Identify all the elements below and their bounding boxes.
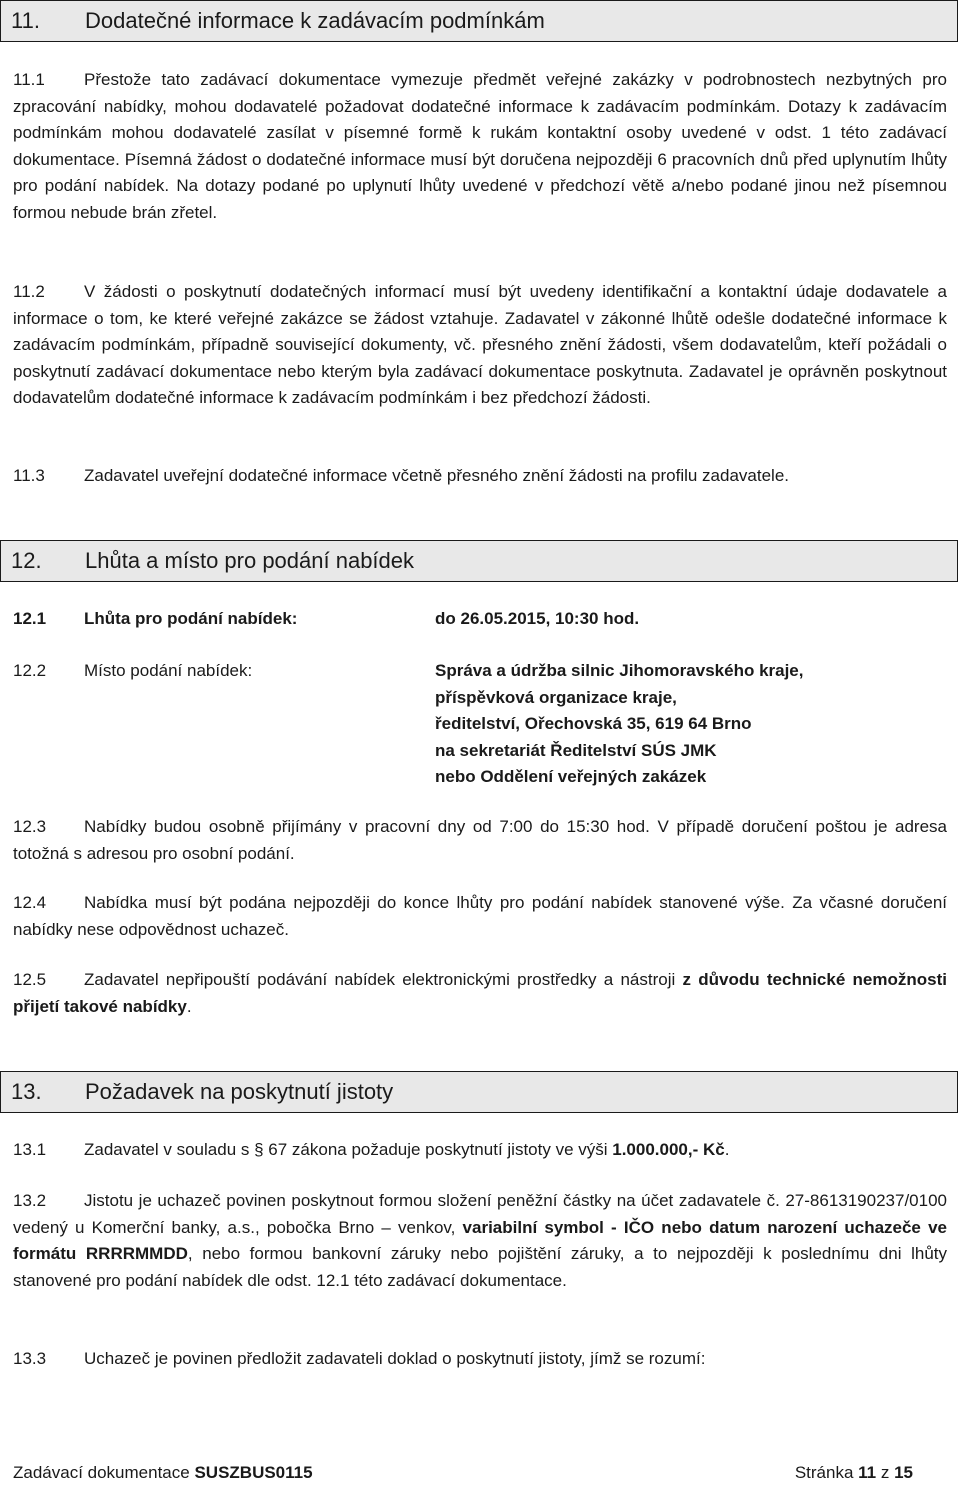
paragraph-number: 13.2 bbox=[13, 1191, 47, 1210]
paragraph-text: , nebo formou bankovní záruky nebo pojištění záruky, a to nejpozději k poslednímu dni lhůty stanovené pro podání nabídek dle odst. 12.1 této zadávací dokumentace. bbox=[13, 1244, 948, 1290]
paragraph-number: 12.5 bbox=[13, 970, 47, 989]
paragraph-11-2 bbox=[13, 279, 947, 412]
paragraph-13-3 bbox=[13, 1346, 947, 1373]
section-number: 11. bbox=[11, 8, 40, 33]
address-line: Správa a údržba silnic Jihomoravského kraje, bbox=[435, 661, 804, 680]
paragraph-number: 13.1 bbox=[13, 1140, 47, 1159]
section-title: Dodatečné informace k zadávacím podmínkám bbox=[85, 8, 545, 33]
paragraph-11-1 bbox=[13, 67, 947, 226]
address-line: příspěvková organizace kraje, bbox=[435, 687, 677, 707]
section-title: Lhůta a místo pro podání nabídek bbox=[85, 548, 415, 573]
section-number: 12. bbox=[11, 548, 42, 573]
paragraph-number: 11.1 bbox=[13, 70, 45, 89]
place-address bbox=[435, 658, 804, 791]
section-13-heading bbox=[0, 1071, 958, 1113]
paragraph-text: Zadavatel nepřipouští podávání nabídek elektronickými prostředky a nástroji bbox=[84, 970, 683, 989]
paragraph-bold-text: variabilní symbol - IČO nebo datum narození uchazeče ve formátu RRRRMMDD bbox=[13, 1217, 947, 1263]
document-code: SUSZBUS0115 bbox=[194, 1463, 313, 1482]
section-number: 13. bbox=[11, 1079, 42, 1104]
section-title: Požadavek na poskytnutí jistoty bbox=[85, 1079, 394, 1104]
paragraph-13-1: 13.1 Zadavatel v souladu s § 67 zákona požaduje poskytnutí jistoty ve výši 1.000.000,- Kč. bbox=[13, 1137, 947, 1164]
paragraph-text: Jistotu je uchazeč povinen poskytnout formou složení peněžní částky na účet zadavatele č. 27-8613190237/0100 vedený u Komerční banky, a.s., pobočka Brno – venkov, bbox=[13, 1191, 947, 1237]
footer-document: Zadávací dokumentace SUSZBUS0115 bbox=[13, 1463, 313, 1482]
paragraph-number: 11.2 bbox=[13, 282, 45, 301]
paragraph-11-3 bbox=[13, 463, 947, 490]
section-11-heading bbox=[0, 0, 958, 42]
paragraph-text: Nabídka musí být podána nejpozději do konce lhůty pro podání nabídek stanovené výše. Za včasné doručení nabídky nese odpovědnost uchazeč. bbox=[13, 893, 947, 939]
paragraph-number: 12.2 bbox=[13, 661, 47, 680]
paragraph-13-2 bbox=[13, 1188, 947, 1294]
paragraph-number: 12.4 bbox=[13, 893, 47, 912]
current-page: 11 bbox=[858, 1463, 877, 1482]
deadline-value: do 26.05.2015, 10:30 hod. bbox=[435, 609, 640, 628]
paragraph-number: 11.3 bbox=[13, 466, 45, 485]
section-12-heading bbox=[0, 540, 958, 582]
paragraph-text: V žádosti o poskytnutí dodatečných informací musí být uvedeny identifikační a kontaktní údaje dodavatele a informace o tom, ke které veřejné zakázce se žádost vztahuje. Zadavatel v zákonné lhůtě odešle dodatečné informace k zadávacím podmínkám, případně související dokumenty, vč. přesného znění žádosti, všem dodavatelům, kteří požádali o poskytnutí zadávací dokumentace nebo kterým byla zadávací dokumentace poskytnuta. Zadavatel je oprávněn poskytnout dodavatelům dodatečné informace k zadávacím podmínkám i bez předchozí žádosti. bbox=[13, 282, 947, 407]
paragraph-text: Uchazeč je povinen předložit zadavateli doklad o poskytnutí jistoty, jímž se rozumí: bbox=[84, 1349, 706, 1368]
paragraph-bold-text: z důvodu technické nemožnosti přijetí takové nabídky bbox=[13, 970, 947, 1016]
paragraph-12-4 bbox=[13, 890, 947, 943]
paragraph-text: Zadavatel v souladu s § 67 zákona požaduje poskytnutí jistoty ve výši bbox=[84, 1140, 613, 1159]
paragraph-number: 12.3 bbox=[13, 817, 47, 836]
paragraph-12-5: 12.5 Zadavatel nepřipouští podávání nabídek elektronickými prostředky a nástroji z důvodu technické nemožnosti přijetí takové nabídky. bbox=[13, 967, 947, 1020]
paragraph-12-3 bbox=[13, 814, 947, 867]
paragraph-text: Zadavatel uveřejní dodatečné informace včetně přesného znění žádosti na profilu zadavatele. bbox=[84, 466, 790, 485]
address-line: ředitelství, Ořechovská 35, 619 64 Brno bbox=[435, 714, 752, 733]
paragraph-text: Přestože tato zadávací dokumentace vymezuje předmět veřejné zakázky v podrobnostech nezbytných pro zpracování nabídky, mohou dodavatelé požadovat dodatečné informace k zadávacím podmínkám. Dotazy k zadávacím podmínkám mohou dodavatelé zasílat v písemné formě k rukám kontaktní osoby uvedené v odst. 1 této zadávací dokumentace. Písemná žádost o dodatečné informace musí být doručena nejpozději 6 pracovních dnů před uplynutím lhůty pro podání nabídek. Na dotazy podané po uplynutí lhůty uvedené v předchozí větě a/nebo podané jinou než písemnou formou nebude brán zřetel. bbox=[13, 70, 947, 222]
place-label: Místo podání nabídek: bbox=[84, 661, 253, 680]
deadline-label: Lhůta pro podání nabídek: bbox=[84, 609, 298, 628]
footer-page-number: Stránka 11 z 15 bbox=[794, 1463, 913, 1482]
address-line: na sekretariát Ředitelství SÚS JMK bbox=[435, 740, 717, 760]
paragraph-number: 13.3 bbox=[13, 1349, 47, 1368]
address-line: nebo Oddělení veřejných zakázek bbox=[435, 767, 707, 786]
paragraph-bold-text: 1.000.000,- Kč bbox=[612, 1140, 725, 1159]
paragraph-number: 12.1 bbox=[13, 609, 47, 628]
total-pages: 15 bbox=[894, 1463, 913, 1482]
paragraph-text: Nabídky budou osobně přijímány v pracovní dny od 7:00 do 15:30 hod. V případě doručení poštou je adresa totožná s adresou pro osobní podání. bbox=[13, 817, 947, 863]
